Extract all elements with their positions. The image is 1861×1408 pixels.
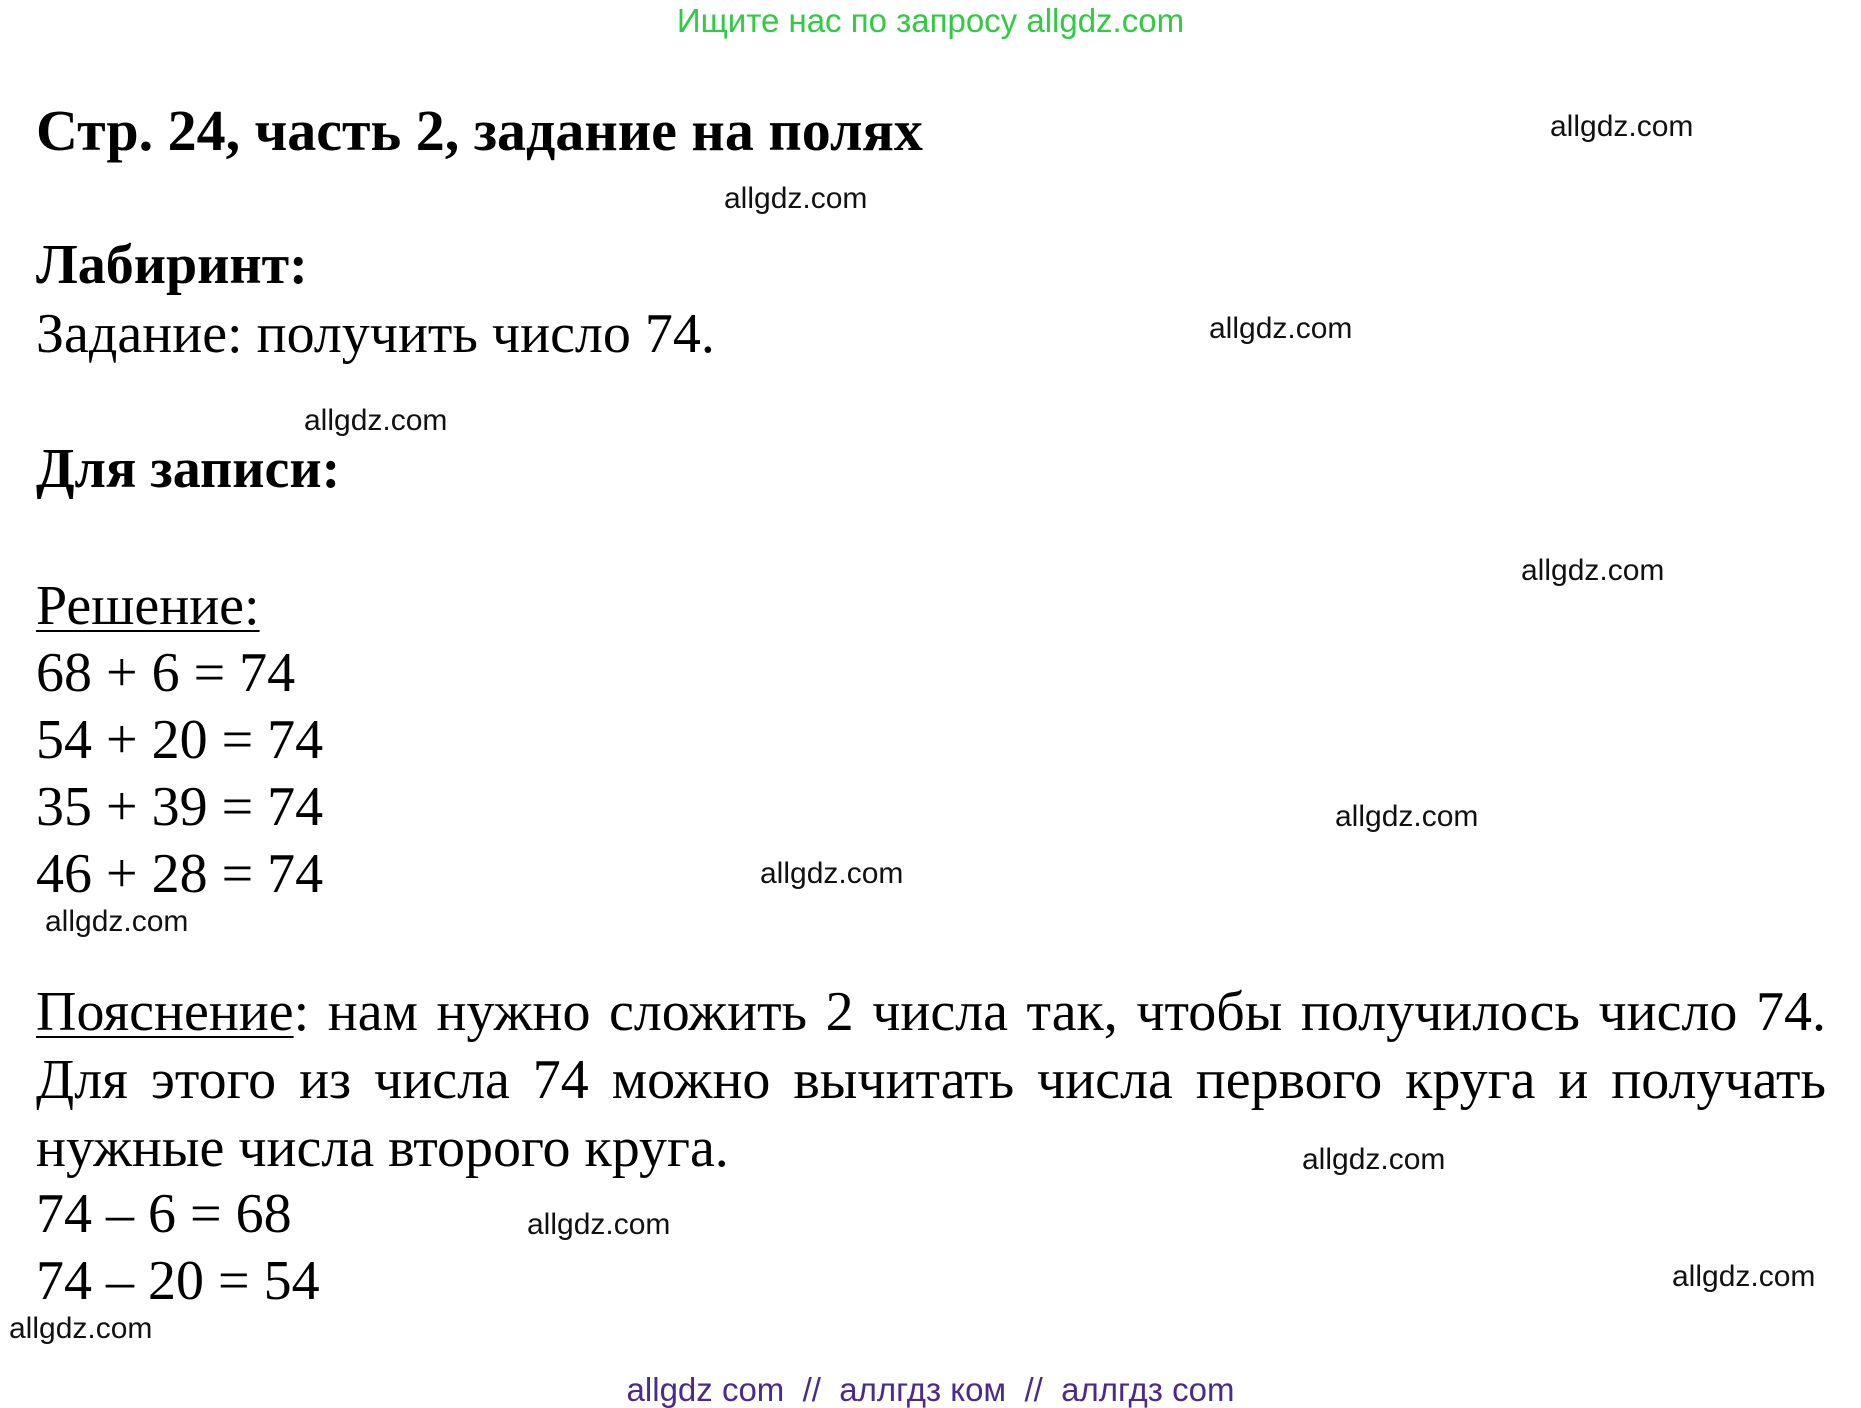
watermark: allgdz.com: [724, 182, 868, 215]
solution-line: 68 + 6 = 74: [36, 642, 296, 704]
watermark: allgdz.com: [527, 1208, 671, 1241]
watermark: allgdz.com: [1209, 312, 1353, 345]
solution-label: Решение:: [36, 575, 260, 637]
watermark: allgdz.com: [1550, 110, 1694, 143]
footer-links: [0, 1373, 1861, 1406]
watermark: allgdz.com: [304, 404, 448, 437]
explanation-line: 74 – 20 = 54: [36, 1250, 320, 1312]
explanation-text: : нам нужно сложить 2 числа так, чтобы получилось число 74. Для этого из числа 74 можно вычитать числа первого круга и получать нужные числа второго круга.: [36, 981, 1826, 1179]
explanation-paragraph: [36, 978, 1826, 1182]
watermark: allgdz.com: [45, 905, 189, 938]
watermark: allgdz.com: [760, 857, 904, 890]
task-text: Задание: получить число 74.: [36, 303, 715, 365]
solution-line: 35 + 39 = 74: [36, 776, 324, 838]
explanation-label: Пояснение: [36, 981, 294, 1043]
footer-text: allgdz com // аллгдз ком // аллгдз com: [626, 1371, 1235, 1408]
solution-line: 54 + 20 = 74: [36, 709, 324, 771]
top-banner: Ищите нас по запросу allgdz.com: [676, 2, 1185, 39]
solution-line: 46 + 28 = 74: [36, 843, 324, 905]
watermark: allgdz.com: [1335, 800, 1479, 833]
page-title: Стр. 24, часть 2, задание на полях: [36, 98, 923, 163]
watermark: allgdz.com: [1302, 1143, 1446, 1176]
labyrinth-heading: Лабиринт:: [36, 234, 308, 296]
explanation-line: 74 – 6 = 68: [36, 1183, 292, 1245]
watermark: allgdz.com: [1672, 1260, 1816, 1293]
record-heading: Для записи:: [36, 438, 341, 500]
watermark: allgdz.com: [9, 1312, 153, 1345]
watermark: allgdz.com: [1521, 554, 1665, 587]
